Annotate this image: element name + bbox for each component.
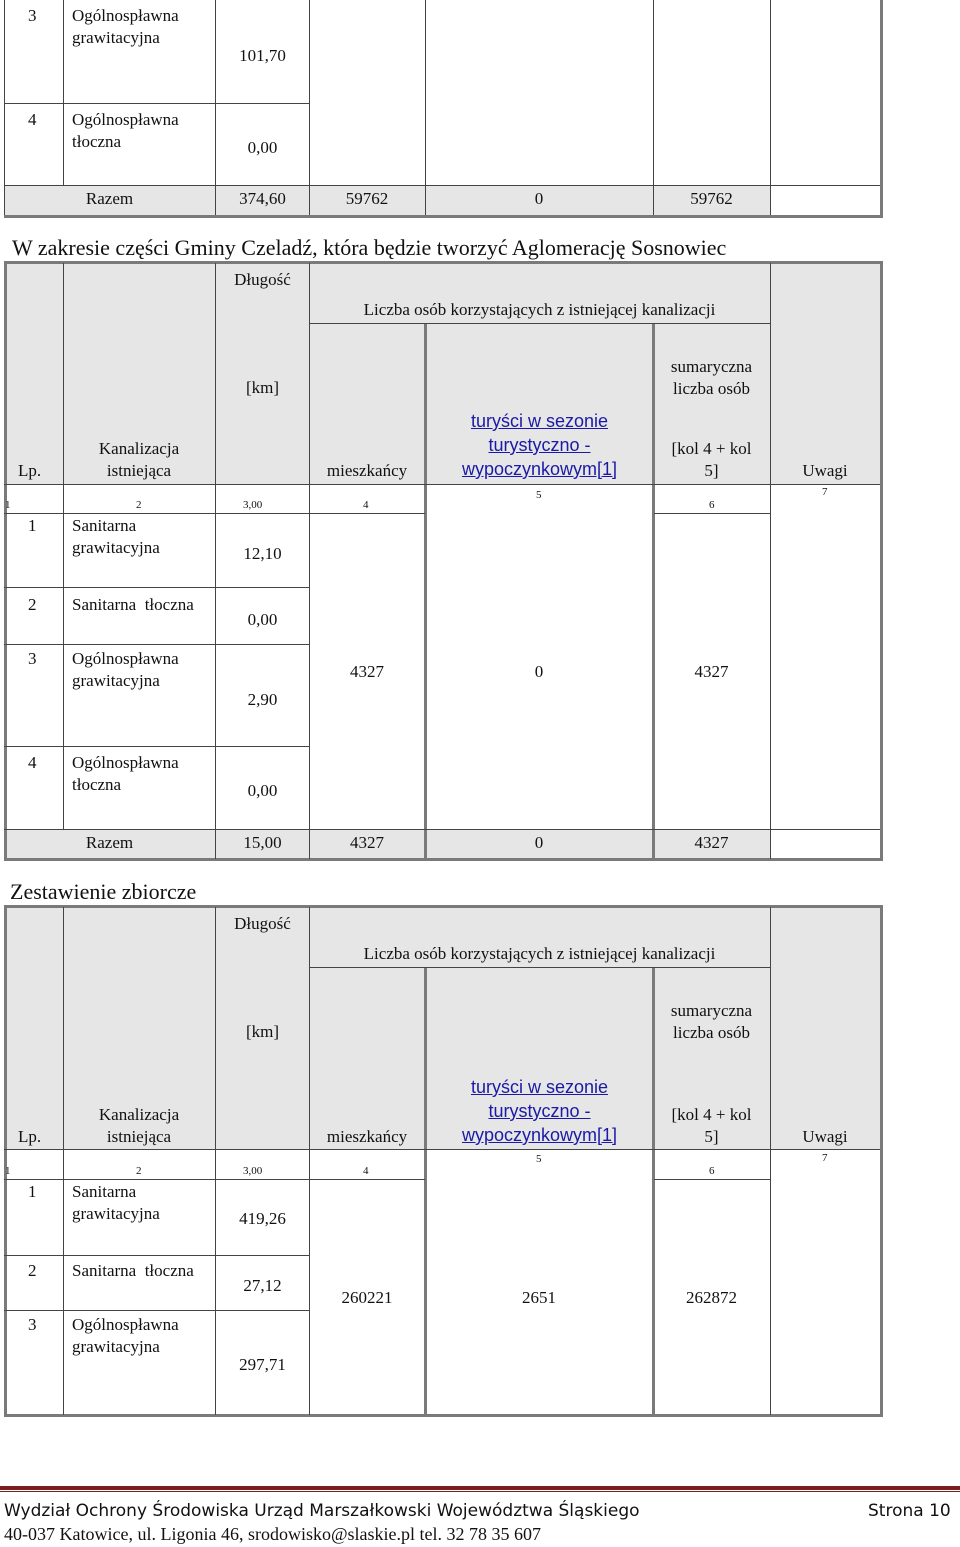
col-number: 2: [136, 499, 142, 511]
row-number: 3: [28, 6, 37, 25]
sewer-type: Ogólnospławna: [72, 649, 179, 668]
total-length: 15,00: [243, 833, 282, 852]
sum-header-2: liczba osób: [673, 1023, 750, 1042]
col-number: 4: [363, 499, 369, 511]
sewer-type: Ogólnospławna: [72, 753, 179, 772]
notes-header: Uwagi: [802, 1127, 848, 1146]
notes-header: Uwagi: [802, 461, 848, 480]
length-unit: [km]: [245, 378, 280, 397]
row-number: 1: [28, 1182, 37, 1201]
footer-address: 40-037 Katowice, ul. Ligonia 46, srodowisko@slaskie.pl tel. 32 78 35 607: [4, 1524, 542, 1544]
col-number: 3,00: [243, 1165, 263, 1177]
row-number: 2: [28, 595, 37, 614]
row-number: 1: [28, 516, 37, 535]
col-number: 5: [536, 1153, 542, 1165]
total-tourists: 0: [534, 189, 544, 208]
sewer-type-2: grawitacyjna: [72, 1204, 160, 1223]
total-tourists: 0: [534, 833, 544, 852]
residents-header: mieszkańcy: [326, 1127, 408, 1146]
sewer-header-2: istniejąca: [106, 461, 172, 480]
tourists-header-3: wypoczynkowym[1]: [461, 459, 618, 479]
sum-header: sumaryczna: [670, 357, 753, 376]
users-header: Liczba osób korzystających z istniejącej kanalizacji: [363, 300, 716, 319]
tourists-header-2: turystyczno -: [488, 435, 591, 455]
page-number: Strona 10: [868, 1501, 951, 1521]
col-number: 6: [709, 499, 715, 511]
sum-header-4: 5]: [704, 1127, 719, 1146]
tourists-header-3: wypoczynkowym[1]: [461, 1125, 618, 1145]
length-value: 2,90: [247, 690, 278, 709]
sewer-type: Ogólnospławna: [72, 1315, 179, 1334]
length-value: 419,26: [239, 1209, 286, 1228]
length-value: 297,71: [239, 1355, 286, 1374]
length-value: 0,00: [247, 781, 278, 800]
footer-rule: [0, 1486, 960, 1490]
length-header: Długość: [234, 914, 291, 933]
sewer-type-2: tłoczna: [72, 775, 122, 794]
sewer-type: Sanitarna: [72, 1182, 137, 1201]
col-number: 7: [822, 486, 828, 498]
tourists-value: 2651: [522, 1288, 556, 1307]
sum-header-3: [kol 4 + kol: [671, 439, 752, 458]
total-label: Razem: [85, 833, 134, 852]
footer-rule-thin: [0, 1491, 960, 1492]
sewer-type: Ogólnospławna: [72, 110, 179, 129]
col-number: 7: [822, 1152, 828, 1164]
tourists-header: turyści w sezonie: [470, 1077, 609, 1097]
tourists-header: turyści w sezonie: [470, 411, 609, 431]
row-number: 2: [28, 1261, 37, 1280]
residents-value: 4327: [350, 662, 384, 681]
residents-header: mieszkańcy: [326, 461, 408, 480]
lp-header: Lp.: [18, 1127, 42, 1146]
length-value: 0,00: [247, 610, 278, 629]
users-header: Liczba osób korzystających z istniejącej kanalizacji: [363, 944, 716, 963]
sewer-type: Ogólnospławna: [72, 6, 179, 25]
section-heading: Zestawienie zbiorcze: [10, 879, 197, 904]
tourists-header-2: turystyczno -: [488, 1101, 591, 1121]
tourists-footnote-link[interactable]: [427, 1075, 652, 1147]
length-value: 12,10: [243, 544, 282, 563]
residents-value: 260221: [341, 1288, 393, 1307]
length-header: Długość: [234, 270, 291, 289]
row-number: 4: [28, 110, 37, 129]
sewer-type: Sanitarna: [72, 516, 137, 535]
tourists-value: 0: [534, 662, 544, 681]
sewer-type-2: grawitacyjna: [72, 28, 160, 47]
length-unit: [km]: [245, 1022, 280, 1041]
sewer-header-2: istniejąca: [106, 1127, 172, 1146]
total-residents: 4327: [350, 833, 384, 852]
sum-value: 4327: [694, 662, 729, 681]
sum-header: sumaryczna: [670, 1001, 753, 1020]
tourists-footnote-link[interactable]: [427, 409, 652, 481]
total-residents: 59762: [345, 189, 389, 208]
sewer-type-2: grawitacyjna: [72, 538, 160, 557]
sewer-type-2: grawitacyjna: [72, 1337, 160, 1356]
footer-office: Wydział Ochrony Środowiska Urząd Marszałkowski Województwa Śląskiego: [4, 1501, 640, 1521]
sum-value: 262872: [686, 1288, 737, 1307]
sewer-type-2: tłoczna: [72, 132, 122, 151]
col-number: 2: [136, 1165, 142, 1177]
col-number: 6: [709, 1165, 715, 1177]
sewer-type: Sanitarna tłoczna: [72, 595, 194, 614]
sum-header-4: 5]: [704, 461, 719, 480]
sewer-type: Sanitarna tłoczna: [72, 1261, 194, 1280]
sewer-header: Kanalizacja: [98, 439, 180, 458]
col-number: 5: [536, 489, 542, 501]
col-number: 1: [5, 1165, 11, 1177]
sum-header-2: liczba osób: [673, 379, 750, 398]
row-number: 3: [28, 1315, 37, 1334]
lp-header: Lp.: [18, 461, 42, 480]
row-number: 4: [28, 753, 37, 772]
total-sum: 59762: [690, 189, 733, 208]
row-number: 3: [28, 649, 37, 668]
length-value: 0,00: [247, 138, 278, 157]
sewer-type-2: grawitacyjna: [72, 671, 160, 690]
total-sum: 4327: [694, 833, 729, 852]
sewer-header: Kanalizacja: [98, 1105, 180, 1124]
length-value: 101,70: [239, 46, 286, 65]
section-heading: W zakresie części Gminy Czeladź, która będzie tworzyć Aglomerację Sosnowiec: [12, 235, 727, 260]
col-number: 4: [363, 1165, 369, 1177]
col-number: 3,00: [243, 499, 263, 511]
col-number: 1: [5, 499, 11, 511]
sum-header-3: [kol 4 + kol: [671, 1105, 752, 1124]
total-length: 374,60: [239, 189, 286, 208]
length-value: 27,12: [243, 1276, 282, 1295]
total-label: Razem: [85, 189, 134, 208]
